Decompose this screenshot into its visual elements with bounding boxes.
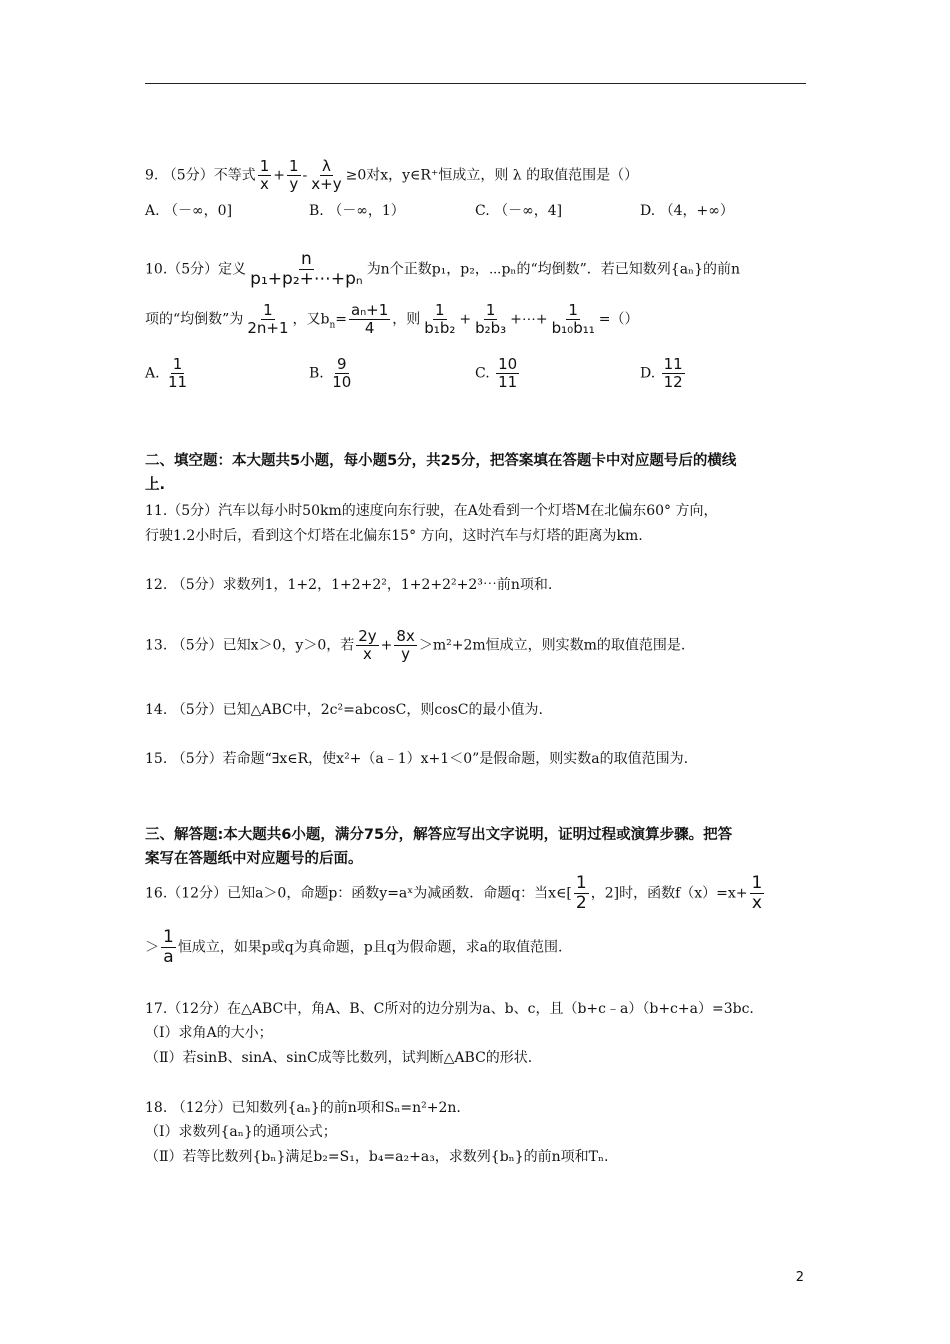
q9-option-c: C. （－∞，4] [475, 203, 563, 219]
section-2-title-2: 上. [145, 477, 166, 493]
question-17-line-2: （Ⅰ）求角A的大小； [145, 1025, 273, 1041]
q16-x-frac: $\frac{1}{x}$ [751, 873, 763, 913]
q10-option-d: D. $\frac{11}{12}$ [640, 355, 683, 391]
q9-tail: ≥0对x，y∈R⁺恒成立，则 λ 的取值范围是（） [345, 167, 639, 184]
q13-frac-1: $\frac{2y}{x}$ [358, 627, 377, 663]
question-11-line-1: 11.（5分）汽车以每小时50km的速度向东行驶，在A处看到一个灯塔M在北偏东60° 方向， [145, 503, 718, 519]
q9-frac-1: $\frac{1}{x}$ [259, 157, 270, 193]
question-10-line-2: 项的“均倒数”为 $\frac{1}{2n+1}$ ，又$b_n=$ $\frac{\text{aₙ+1}}{4}$ ，则 $\frac{1}{\text{b₁b₂}}$ + $\frac{1}{\text{b₂b₃}}$ +⋯+ $\frac{1}{\text{b₁₀b₁₁}}$ =（） [145, 301, 639, 337]
question-13: 13. （5分）已知x＞0，y＞0，若 $\frac{2y}{x}$ + $\frac{8x}{y}$ ＞m²+2m恒成立，则实数m的取值范围是. [145, 627, 686, 663]
q10-inv-frac: $\frac{1}{2n+1}$ [247, 301, 289, 337]
question-18-line-2: （Ⅰ）求数列{aₙ}的通项公式； [145, 1124, 337, 1140]
q10-sum-frac-1: $\frac{1}{\text{b₁b₂}}$ [424, 301, 456, 337]
question-17-line-3: （Ⅱ）若sinB、sinA、sinC成等比数列，试判断△ABC的形状. [145, 1050, 533, 1066]
q9-frac-3: $\frac{\lambda}{x+y}$ [311, 157, 342, 193]
question-10-line-1: 10.（5分）定义 $\frac{n}{\text{p₁+p₂+⋯+pₙ}}$ 为n个正数p₁，p₂，⋯pₙ的“均倒数”．若已知数列{aₙ}的前n [145, 249, 741, 289]
question-12: 12. （5分）求数列1，1+2，1+2+2²，1+2+2²+2³⋯前n项和. [145, 577, 553, 593]
q13-frac-2: $\frac{8x}{y}$ [396, 627, 415, 663]
q10-sum-frac-2: $\frac{1}{\text{b₂b₃}}$ [475, 301, 507, 337]
question-15: 15. （5分）若命题“∃x∈R，使x²+（a﹣1）x+1＜0”是假命题，则实数a的取值范围为. [145, 751, 689, 767]
section-2-title-1: 二、填空题：本大题共5小题，每小题5分，共25分，把答案填在答题卡中对应题号后的横线 [145, 453, 737, 469]
q9-head: 9. （5分）不等式 [145, 167, 256, 184]
q16-half-frac: $\frac{1}{2}$ [575, 873, 587, 913]
question-18-line-1: 18. （12分）已知数列{aₙ}的前n项和Sₙ=n²+2n. [145, 1100, 461, 1116]
q10-option-c: C. $\frac{10}{11}$ [475, 355, 518, 391]
q9-option-b: B. （－∞，1） [309, 203, 405, 219]
section-3-title-1: 三、解答题:本大题共6小题，满分75分，解答应写出文字说明，证明过程或演算步骤。把答 [145, 827, 733, 843]
question-11-line-2: 行驶1.2小时后，看到这个灯塔在北偏东15° 方向，这时汽车与灯塔的距离为km. [145, 528, 643, 544]
section-3-title-2: 案写在答题纸中对应题号的后面。 [145, 851, 363, 867]
header-rule [145, 83, 806, 84]
page-number: 2 [795, 1270, 804, 1285]
question-16-line-2: ＞ $\frac{1}{a}$ 恒成立，如果p或q为真命题，p且q为假命题，求a的取值范围. [145, 927, 563, 967]
question-18-line-3: （Ⅱ）若等比数列{bₙ}满足b₂=S₁，b₄=a₂+a₃，求数列{bₙ}的前n项和Tₙ. [145, 1149, 609, 1165]
q10-b-frac: $\frac{\text{aₙ+1}}{4}$ [351, 301, 389, 337]
question-17-line-1: 17.（12分）在△ABC中，角A、B、C所对的边分别为a、b、c，且（b+c﹣a）（b+c+a）=3bc. [145, 1001, 754, 1017]
q10-options [145, 356, 825, 396]
q9-option-d: D. （4，+∞） [640, 203, 734, 219]
q9-frac-2: $\frac{1}{y}$ [289, 157, 299, 193]
q10-option-a: A. $\frac{1}{11}$ [145, 355, 188, 391]
q10-def-frac: $\frac{n}{\text{p₁+p₂+⋯+pₙ}}$ [250, 249, 363, 289]
q9-option-a: A. （－∞，0] [145, 203, 233, 219]
question-14: 14. （5分）已知△ABC中，2c²=abcosC，则cosC的最小值为. [145, 702, 543, 718]
q10-option-b: B. $\frac{9}{10}$ [309, 355, 352, 391]
q10-sum-frac-3: $\frac{1}{\text{b₁₀b₁₁}}$ [551, 301, 595, 337]
q16-a-frac: $\frac{1}{a}$ [163, 927, 174, 967]
question-16-line-1: 16.（12分）已知a＞0，命题p：函数y=aˣ为减函数．命题q：当x∈[ $\frac{1}{2}$ ，2]时，函数f（x）=x+ $\frac{1}{x}$ [145, 873, 763, 913]
question-9: 9. （5分）不等式 $\frac{1}{x}$ + $\frac{1}{y}$ - $\frac{\lambda}{x+y}$ ≥0对x，y∈R⁺恒成立，则 λ 的取值范围是（） [145, 157, 639, 193]
